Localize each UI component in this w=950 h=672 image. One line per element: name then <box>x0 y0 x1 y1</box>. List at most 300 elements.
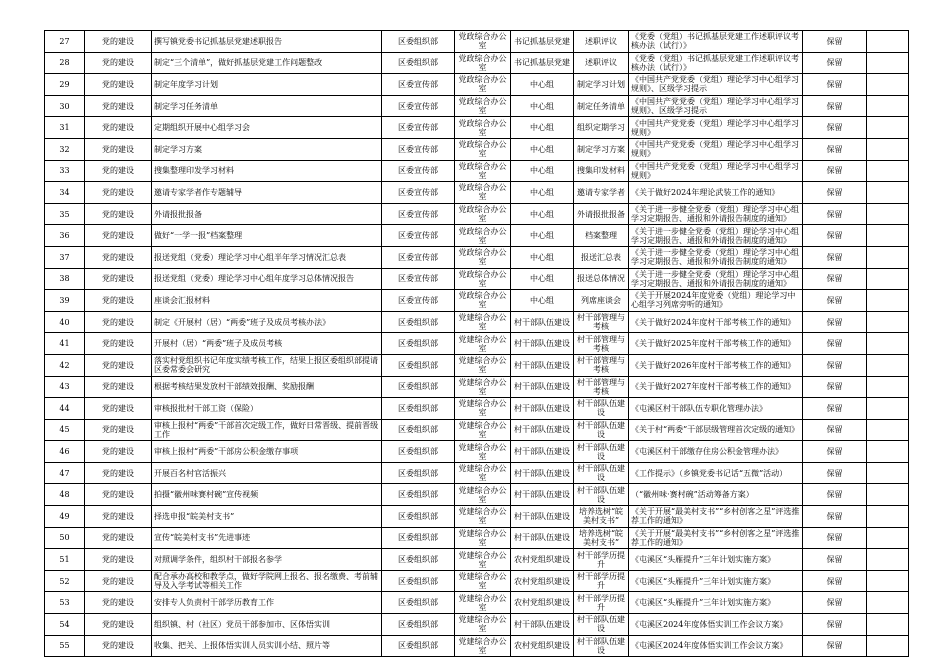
office-cell: 党建综合办公室 <box>455 570 511 592</box>
remark-cell <box>867 549 909 571</box>
task-content-cell: 落实村党组织书记年度实绩考核工作，结果上报区委组织部提请区委常委会研究 <box>152 354 382 376</box>
office-cell: 党建综合办公室 <box>455 506 511 528</box>
sub-item-cell: 制定学习方案 <box>574 138 629 160</box>
task-content-cell: 审核上报村“两委”干部首次定级工作，做好日常晋级、提前晋级工作 <box>152 419 382 441</box>
task-content-cell: 制定“三个清单”，做好抓基层党建工作问题整改 <box>152 52 382 74</box>
row-number-cell: 48 <box>45 484 85 506</box>
sub-item-cell: 邀请专家学者 <box>574 182 629 204</box>
task-content-cell: 制定学习方案 <box>152 138 382 160</box>
sub-item-cell: 村干部学历提升 <box>574 549 629 571</box>
status-cell: 保留 <box>803 441 867 463</box>
remark-cell <box>867 527 909 549</box>
item-type-cell: 中心组 <box>511 138 574 160</box>
spreadsheet <box>44 30 909 657</box>
status-cell: 保留 <box>803 506 867 528</box>
row-number-cell: 43 <box>45 376 85 398</box>
task-content-cell: 组织镇、村（社区）党员干部参加市、区体悟实训 <box>152 614 382 636</box>
status-cell: 保留 <box>803 74 867 96</box>
office-cell: 党政综合办公室 <box>455 138 511 160</box>
category-cell: 党的建设 <box>85 376 152 398</box>
task-content-cell: 开展百名村官活振兴 <box>152 462 382 484</box>
status-cell: 保留 <box>803 614 867 636</box>
row-number-cell: 42 <box>45 354 85 376</box>
office-cell: 党政综合办公室 <box>455 31 511 53</box>
sub-item-cell: 搜集印发材料 <box>574 160 629 182</box>
task-content-cell: 根据考核结果发放村干部绩效报酬、奖励报酬 <box>152 376 382 398</box>
office-cell: 党建综合办公室 <box>455 398 511 420</box>
table-row <box>45 117 909 139</box>
table-row <box>45 31 909 53</box>
office-cell: 党政综合办公室 <box>455 268 511 290</box>
office-cell: 党政综合办公室 <box>455 52 511 74</box>
office-cell: 党建综合办公室 <box>455 527 511 549</box>
sub-item-cell: 村干部队伍建设 <box>574 635 629 657</box>
office-cell: 党建综合办公室 <box>455 614 511 636</box>
row-number-cell: 50 <box>45 527 85 549</box>
office-cell: 党建综合办公室 <box>455 484 511 506</box>
table-row <box>45 203 909 225</box>
task-content-cell: 宣传“皖美村支书”先进事迹 <box>152 527 382 549</box>
remark-cell <box>867 290 909 312</box>
remark-cell <box>867 484 909 506</box>
remark-cell <box>867 441 909 463</box>
row-number-cell: 31 <box>45 117 85 139</box>
table-row <box>45 354 909 376</box>
category-cell: 党的建设 <box>85 182 152 204</box>
table-row <box>45 52 909 74</box>
item-type-cell: 村干部队伍建设 <box>511 484 574 506</box>
remark-cell <box>867 160 909 182</box>
row-number-cell: 39 <box>45 290 85 312</box>
remark-cell <box>867 182 909 204</box>
item-type-cell: 书记抓基层党建 <box>511 31 574 53</box>
status-cell: 保留 <box>803 462 867 484</box>
basis-document-cell: 《关于做好2024年度村干部考核工作的通知》 <box>629 311 803 333</box>
category-cell: 党的建设 <box>85 311 152 333</box>
status-cell: 保留 <box>803 549 867 571</box>
table-row <box>45 419 909 441</box>
office-cell: 党政综合办公室 <box>455 117 511 139</box>
sub-item-cell: 档案整理 <box>574 225 629 247</box>
row-number-cell: 47 <box>45 462 85 484</box>
sub-item-cell: 述职评议 <box>574 31 629 53</box>
sub-item-cell: 外请报批报备 <box>574 203 629 225</box>
basis-document-cell: 《中国共产党党委（党组）理论学习中心组学习规则》 <box>629 117 803 139</box>
office-cell: 党政综合办公室 <box>455 74 511 96</box>
task-content-cell: 报送党组（党委）理论学习中心组年度学习总体情况报告 <box>152 268 382 290</box>
category-cell: 党的建设 <box>85 31 152 53</box>
status-cell: 保留 <box>803 527 867 549</box>
office-cell: 党政综合办公室 <box>455 160 511 182</box>
office-cell: 党政综合办公室 <box>455 182 511 204</box>
task-content-cell: 外请报批报备 <box>152 203 382 225</box>
category-cell: 党的建设 <box>85 160 152 182</box>
category-cell: 党的建设 <box>85 484 152 506</box>
task-content-cell: 开展村（居）“两委”班子及成员考核 <box>152 333 382 355</box>
status-cell: 保留 <box>803 333 867 355</box>
row-number-cell: 37 <box>45 246 85 268</box>
status-cell: 保留 <box>803 246 867 268</box>
task-content-cell: 制定年度学习计划 <box>152 74 382 96</box>
table-row <box>45 376 909 398</box>
remark-cell <box>867 398 909 420</box>
item-type-cell: 中心组 <box>511 95 574 117</box>
status-cell: 保留 <box>803 419 867 441</box>
task-content-cell: 定期组织开展中心组学习会 <box>152 117 382 139</box>
category-cell: 党的建设 <box>85 354 152 376</box>
office-cell: 党政综合办公室 <box>455 225 511 247</box>
row-number-cell: 46 <box>45 441 85 463</box>
item-type-cell: 村干部队伍建设 <box>511 527 574 549</box>
basis-document-cell: 《中国共产党党委（党组）理论学习中心组学习规则》、区级学习提示 <box>629 95 803 117</box>
status-cell: 保留 <box>803 290 867 312</box>
category-cell: 党的建设 <box>85 614 152 636</box>
basis-document-cell: 《关于进一步健全党委（党组）理论学习中心组学习定期报告、通报和外请报告制度的通知》 <box>629 246 803 268</box>
status-cell: 保留 <box>803 117 867 139</box>
basis-document-cell: 《中国共产党党委（党组）理论学习中心组学习规则》 <box>629 160 803 182</box>
basis-document-cell: 《关于做好2024年理论武装工作的通知》 <box>629 182 803 204</box>
item-type-cell: 村干部队伍建设 <box>511 333 574 355</box>
item-type-cell: 村干部队伍建设 <box>511 354 574 376</box>
sub-item-cell: 列席座谈会 <box>574 290 629 312</box>
status-cell: 保留 <box>803 138 867 160</box>
item-type-cell: 书记抓基层党建 <box>511 52 574 74</box>
remark-cell <box>867 376 909 398</box>
item-type-cell: 农村党组织建设 <box>511 635 574 657</box>
office-cell: 党建综合办公室 <box>455 376 511 398</box>
remark-cell <box>867 74 909 96</box>
item-type-cell: 村干部队伍建设 <box>511 506 574 528</box>
remark-cell <box>867 635 909 657</box>
item-type-cell: 中心组 <box>511 246 574 268</box>
sub-item-cell: 培养选树“皖美村支书” <box>574 506 629 528</box>
basis-document-cell: 《中国共产党党委（党组）理论学习中心组学习规则》 <box>629 138 803 160</box>
table-row <box>45 182 909 204</box>
sub-item-cell: 村干部队伍建设 <box>574 441 629 463</box>
status-cell: 保留 <box>803 225 867 247</box>
table-row <box>45 398 909 420</box>
task-content-cell: 对照调学条件，组织村干部报名参学 <box>152 549 382 571</box>
item-type-cell: 中心组 <box>511 290 574 312</box>
table-row <box>45 592 909 614</box>
table-row <box>45 74 909 96</box>
table-row <box>45 484 909 506</box>
remark-cell <box>867 333 909 355</box>
responsible-dept-cell: 区委宣传部 <box>382 117 455 139</box>
basis-document-cell: 《关于开展2024年度党委（党组）理论学习中心组学习列席旁听的通知》 <box>629 290 803 312</box>
table-row <box>45 268 909 290</box>
row-number-cell: 38 <box>45 268 85 290</box>
office-cell: 党建综合办公室 <box>455 311 511 333</box>
basis-document-cell: 《中国共产党党委（党组）理论学习中心组学习规则》、区级学习提示 <box>629 74 803 96</box>
table-row <box>45 138 909 160</box>
responsible-dept-cell: 区委宣传部 <box>382 95 455 117</box>
data-table <box>44 30 909 657</box>
basis-document-cell: 《党委（党组）书记抓基层党建工作述职评议考核办法（试行）》 <box>629 52 803 74</box>
table-row <box>45 635 909 657</box>
category-cell: 党的建设 <box>85 246 152 268</box>
responsible-dept-cell: 区委组织部 <box>382 398 455 420</box>
category-cell: 党的建设 <box>85 570 152 592</box>
office-cell: 党建综合办公室 <box>455 635 511 657</box>
responsible-dept-cell: 区委宣传部 <box>382 246 455 268</box>
responsible-dept-cell: 区委组织部 <box>382 506 455 528</box>
row-number-cell: 27 <box>45 31 85 53</box>
task-content-cell: 审核报批村干部工资（保险） <box>152 398 382 420</box>
remark-cell <box>867 225 909 247</box>
sub-item-cell: 述职评议 <box>574 52 629 74</box>
sub-item-cell: 制定任务清单 <box>574 95 629 117</box>
task-content-cell: 安排专人负责村干部学历教育工作 <box>152 592 382 614</box>
office-cell: 党建综合办公室 <box>455 592 511 614</box>
row-number-cell: 41 <box>45 333 85 355</box>
table-row <box>45 614 909 636</box>
remark-cell <box>867 138 909 160</box>
sub-item-cell: 村干部管理与考核 <box>574 376 629 398</box>
status-cell: 保留 <box>803 160 867 182</box>
category-cell: 党的建设 <box>85 74 152 96</box>
status-cell: 保留 <box>803 376 867 398</box>
basis-document-cell: 《关于开展“最美村支书”“乡村创客之星”评选推荐工作的通知》 <box>629 527 803 549</box>
responsible-dept-cell: 区委宣传部 <box>382 203 455 225</box>
row-number-cell: 36 <box>45 225 85 247</box>
status-cell: 保留 <box>803 570 867 592</box>
office-cell: 党建综合办公室 <box>455 549 511 571</box>
item-type-cell: 中心组 <box>511 74 574 96</box>
responsible-dept-cell: 区委组织部 <box>382 484 455 506</box>
table-row <box>45 246 909 268</box>
basis-document-cell: 《党委（党组）书记抓基层党建工作述职评议考核办法（试行）》 <box>629 31 803 53</box>
item-type-cell: 中心组 <box>511 117 574 139</box>
responsible-dept-cell: 区委组织部 <box>382 376 455 398</box>
responsible-dept-cell: 区委组织部 <box>382 614 455 636</box>
sub-item-cell: 组织定期学习 <box>574 117 629 139</box>
responsible-dept-cell: 区委宣传部 <box>382 268 455 290</box>
remark-cell <box>867 570 909 592</box>
category-cell: 党的建设 <box>85 138 152 160</box>
category-cell: 党的建设 <box>85 203 152 225</box>
category-cell: 党的建设 <box>85 52 152 74</box>
table-row <box>45 160 909 182</box>
sub-item-cell: 村干部学历提升 <box>574 592 629 614</box>
category-cell: 党的建设 <box>85 441 152 463</box>
row-number-cell: 28 <box>45 52 85 74</box>
responsible-dept-cell: 区委宣传部 <box>382 160 455 182</box>
table-row <box>45 570 909 592</box>
remark-cell <box>867 462 909 484</box>
task-content-cell: 邀请专家学者作专题辅导 <box>152 182 382 204</box>
responsible-dept-cell: 区委组织部 <box>382 462 455 484</box>
office-cell: 党建综合办公室 <box>455 419 511 441</box>
task-content-cell: 撰写镇党委书记抓基层党建述职报告 <box>152 31 382 53</box>
remark-cell <box>867 592 909 614</box>
item-type-cell: 中心组 <box>511 182 574 204</box>
responsible-dept-cell: 区委组织部 <box>382 549 455 571</box>
task-content-cell: 择选申报“皖美村支书” <box>152 506 382 528</box>
basis-document-cell: 《关于做好2026年度村干部考核工作的通知》 <box>629 354 803 376</box>
basis-document-cell: 《屯溪区2024年度体悟实训工作会议方案》 <box>629 635 803 657</box>
row-number-cell: 44 <box>45 398 85 420</box>
item-type-cell: 村干部队伍建设 <box>511 398 574 420</box>
table-row <box>45 441 909 463</box>
category-cell: 党的建设 <box>85 635 152 657</box>
sub-item-cell: 报送总体情况 <box>574 268 629 290</box>
item-type-cell: 村干部队伍建设 <box>511 614 574 636</box>
office-cell: 党建综合办公室 <box>455 462 511 484</box>
sub-item-cell: 村干部队伍建设 <box>574 419 629 441</box>
table-row <box>45 549 909 571</box>
table-row <box>45 290 909 312</box>
sub-item-cell: 培养选树“皖美村支书” <box>574 527 629 549</box>
item-type-cell: 村干部队伍建设 <box>511 311 574 333</box>
basis-document-cell: 《关于进一步健全党委（党组）理论学习中心组学习定期报告、通报和外请报告制度的通知》 <box>629 203 803 225</box>
category-cell: 党的建设 <box>85 290 152 312</box>
responsible-dept-cell: 区委组织部 <box>382 441 455 463</box>
remark-cell <box>867 311 909 333</box>
task-content-cell: 配合承办高校和教学点，做好学院网上报名、报名缴费、考前辅导及入学考试等相关工作 <box>152 570 382 592</box>
office-cell: 党建综合办公室 <box>455 333 511 355</box>
remark-cell <box>867 614 909 636</box>
task-content-cell: 收集、把关、上报体悟实训人员实训小结、照片等 <box>152 635 382 657</box>
table-row <box>45 462 909 484</box>
basis-document-cell: 《屯溪区“头雁提升”三年计划实施方案》 <box>629 592 803 614</box>
remark-cell <box>867 246 909 268</box>
table-row <box>45 333 909 355</box>
category-cell: 党的建设 <box>85 592 152 614</box>
responsible-dept-cell: 区委组织部 <box>382 570 455 592</box>
status-cell: 保留 <box>803 484 867 506</box>
remark-cell <box>867 31 909 53</box>
category-cell: 党的建设 <box>85 398 152 420</box>
item-type-cell: 村干部队伍建设 <box>511 376 574 398</box>
sub-item-cell: 村干部管理与考核 <box>574 354 629 376</box>
sub-item-cell: 村干部队伍建设 <box>574 614 629 636</box>
sub-item-cell: 村干部队伍建设 <box>574 484 629 506</box>
office-cell: 党政综合办公室 <box>455 246 511 268</box>
responsible-dept-cell: 区委宣传部 <box>382 182 455 204</box>
table-row <box>45 225 909 247</box>
item-type-cell: 中心组 <box>511 225 574 247</box>
remark-cell <box>867 354 909 376</box>
sub-item-cell: 村干部管理与考核 <box>574 333 629 355</box>
status-cell: 保留 <box>803 635 867 657</box>
row-number-cell: 32 <box>45 138 85 160</box>
row-number-cell: 30 <box>45 95 85 117</box>
responsible-dept-cell: 区委组织部 <box>382 31 455 53</box>
sub-item-cell: 村干部队伍建设 <box>574 398 629 420</box>
office-cell: 党建综合办公室 <box>455 354 511 376</box>
basis-document-cell: 《屯溪区村干部缴存住房公积金管理办法》 <box>629 441 803 463</box>
status-cell: 保留 <box>803 311 867 333</box>
category-cell: 党的建设 <box>85 95 152 117</box>
item-type-cell: 中心组 <box>511 268 574 290</box>
remark-cell <box>867 419 909 441</box>
category-cell: 党的建设 <box>85 462 152 484</box>
table-row <box>45 311 909 333</box>
sub-item-cell: 村干部管理与考核 <box>574 311 629 333</box>
row-number-cell: 52 <box>45 570 85 592</box>
remark-cell <box>867 52 909 74</box>
remark-cell <box>867 268 909 290</box>
row-number-cell: 35 <box>45 203 85 225</box>
office-cell: 党政综合办公室 <box>455 203 511 225</box>
row-number-cell: 53 <box>45 592 85 614</box>
item-type-cell: 中心组 <box>511 160 574 182</box>
task-content-cell: 制定学习任务清单 <box>152 95 382 117</box>
category-cell: 党的建设 <box>85 333 152 355</box>
responsible-dept-cell: 区委组织部 <box>382 52 455 74</box>
status-cell: 保留 <box>803 182 867 204</box>
responsible-dept-cell: 区委组织部 <box>382 527 455 549</box>
item-type-cell: 村干部队伍建设 <box>511 441 574 463</box>
task-content-cell: 座谈会汇报材料 <box>152 290 382 312</box>
item-type-cell: 农村党组织建设 <box>511 549 574 571</box>
basis-document-cell: 《关于进一步健全党委（党组）理论学习中心组学习定期报告、通报和外请报告制度的通知》 <box>629 268 803 290</box>
remark-cell <box>867 203 909 225</box>
table-body <box>45 31 909 657</box>
category-cell: 党的建设 <box>85 268 152 290</box>
responsible-dept-cell: 区委组织部 <box>382 354 455 376</box>
table-row <box>45 506 909 528</box>
task-content-cell: 拍摄“徽州味赛村碗”宣传视频 <box>152 484 382 506</box>
status-cell: 保留 <box>803 592 867 614</box>
category-cell: 党的建设 <box>85 549 152 571</box>
remark-cell <box>867 506 909 528</box>
status-cell: 保留 <box>803 31 867 53</box>
status-cell: 保留 <box>803 268 867 290</box>
item-type-cell: 中心组 <box>511 203 574 225</box>
status-cell: 保留 <box>803 398 867 420</box>
office-cell: 党政综合办公室 <box>455 95 511 117</box>
category-cell: 党的建设 <box>85 527 152 549</box>
sub-item-cell: 报送汇总表 <box>574 246 629 268</box>
basis-document-cell: 《关于做好2025年度村干部考核工作的通知》 <box>629 333 803 355</box>
basis-document-cell: 《屯溪区“头雁提升”三年计划实施方案》 <box>629 549 803 571</box>
basis-document-cell: 《关于村“两委”干部层级管理首次定级的通知》 <box>629 419 803 441</box>
item-type-cell: 农村党组织建设 <box>511 592 574 614</box>
table-row <box>45 95 909 117</box>
item-type-cell: 农村党组织建设 <box>511 570 574 592</box>
responsible-dept-cell: 区委组织部 <box>382 419 455 441</box>
row-number-cell: 34 <box>45 182 85 204</box>
task-content-cell: 审核上报村“两委”干部房公积金缴存事项 <box>152 441 382 463</box>
basis-document-cell: 《关于做好2027年度村干部考核工作的通知》 <box>629 376 803 398</box>
sub-item-cell: 制定学习计划 <box>574 74 629 96</box>
row-number-cell: 29 <box>45 74 85 96</box>
sub-item-cell: 村干部队伍建设 <box>574 462 629 484</box>
basis-document-cell: 《关于进一步健全党委（党组）理论学习中心组学习定期报告、通报和外请报告制度的通知》 <box>629 225 803 247</box>
responsible-dept-cell: 区委宣传部 <box>382 138 455 160</box>
task-content-cell: 做好“一学一报”档案整理 <box>152 225 382 247</box>
category-cell: 党的建设 <box>85 225 152 247</box>
remark-cell <box>867 95 909 117</box>
responsible-dept-cell: 区委组织部 <box>382 635 455 657</box>
responsible-dept-cell: 区委组织部 <box>382 311 455 333</box>
basis-document-cell: 《关于开展“最美村支书”“乡村创客之星”评选推荐工作的通知》 <box>629 506 803 528</box>
status-cell: 保留 <box>803 95 867 117</box>
row-number-cell: 45 <box>45 419 85 441</box>
basis-document-cell: 《工作提示》（乡镇党委书记话“五微”活动） <box>629 462 803 484</box>
sub-item-cell: 村干部学历提升 <box>574 570 629 592</box>
responsible-dept-cell: 区委宣传部 <box>382 225 455 247</box>
row-number-cell: 33 <box>45 160 85 182</box>
basis-document-cell: 《屯溪区村干部队伍专职化管理办法》 <box>629 398 803 420</box>
responsible-dept-cell: 区委宣传部 <box>382 290 455 312</box>
task-content-cell: 制定《开展村（居）“两委”班子及成员考核办法》 <box>152 311 382 333</box>
row-number-cell: 40 <box>45 311 85 333</box>
item-type-cell: 村干部队伍建设 <box>511 462 574 484</box>
office-cell: 党政综合办公室 <box>455 290 511 312</box>
